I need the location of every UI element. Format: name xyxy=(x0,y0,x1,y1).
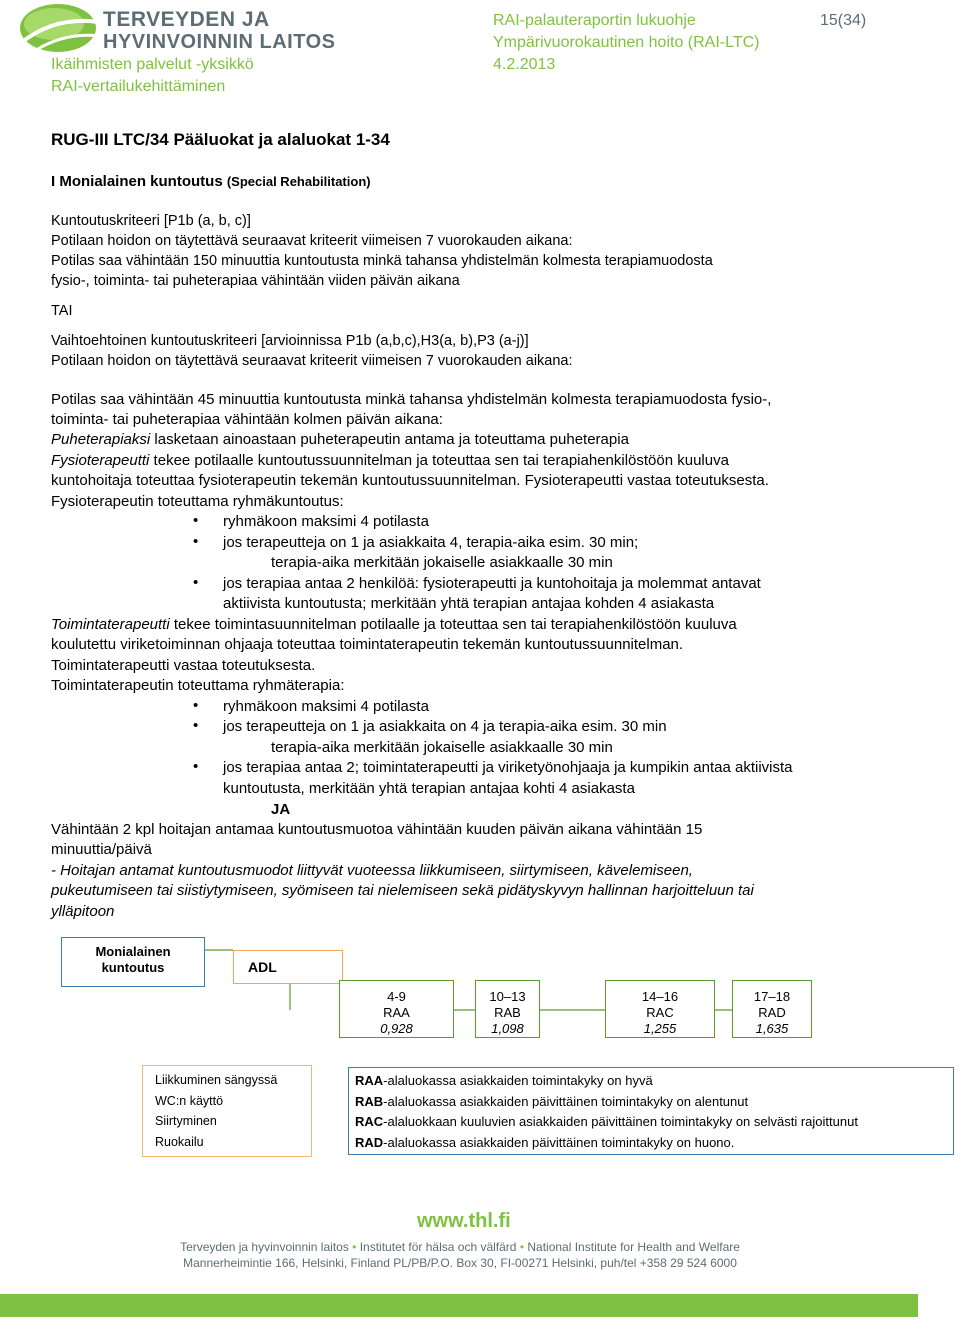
leaf-box-rab xyxy=(475,980,540,1038)
toiminta-bullet-3-cont: kuntoutusta, merkitään yhtä terapian antajaa kohti 4 asiakasta xyxy=(223,780,635,797)
fysio-bullet-2: jos terapeutteja on 1 ja asiakkaita 4, terapia-aika esim. 30 min; xyxy=(223,534,639,551)
leaf-box-rad xyxy=(732,980,812,1038)
toiminta-bullet-3: jos terapiaa antaa 2; toimintaterapeutti ja viriketyönohjaaja ja kumpikin antaa aktiivista xyxy=(223,759,793,776)
alt-criteria-line-2: Potilaan hoidon on täytettävä seuraavat kriteerit viimeisen 7 vuorokauden aikana: xyxy=(51,353,573,369)
leaf-code: RAC xyxy=(646,1005,674,1020)
diagram-root-line2: kuntoutus xyxy=(101,960,165,975)
legend-code: RAA xyxy=(355,1073,384,1088)
alt-criteria-line-1: Vaihtoehtoinen kuntoutuskriteeri [arvioinnissa P1b (a,b,c),H3(a, b),P3 (a-j)] xyxy=(51,333,529,349)
footer-line-2: Mannerheimintie 166, Helsinki, Finland PL/PB/P.O. Box 30, FI-00271 Helsinki, puh/tel +358 29 524 6000 xyxy=(183,1256,737,1270)
b5-line-5: ylläpitoon xyxy=(51,903,115,920)
section-title-paren: (Special Rehabilitation) xyxy=(226,174,371,189)
leaf-range: 4-9 xyxy=(387,989,406,1004)
adl-items-box xyxy=(142,1065,312,1157)
bullet-icon: • xyxy=(193,533,199,550)
logo-text xyxy=(103,8,336,54)
adl-item: Ruokailu xyxy=(155,1134,204,1149)
b4-line-3: Toimintaterapeutti vastaa toteutuksesta. xyxy=(51,657,316,674)
footer-line-1 xyxy=(0,1240,920,1254)
b3-line-1: Potilas saa vähintään 45 minuuttia kuntoutusta minkä tahansa yhdistelmän kolmesta terapiamuodosta fysio-, xyxy=(51,391,772,408)
fysio-bullet-3: jos terapiaa antaa 2 henkilöä: fysioterapeutti ja kuntohoitaja ja molemmat antavat xyxy=(223,575,761,592)
unit-name: Ikäihmisten palvelut -yksikkö xyxy=(51,56,254,73)
leaf-value: 0,928 xyxy=(380,1021,413,1036)
leaf-code: RAA xyxy=(383,1005,410,1020)
b3-line-3-rest: lasketaan ainoastaan puheterapeutin antama ja toteuttama puheterapia xyxy=(150,431,629,448)
toiminta-bullet-1: ryhmäkoon maksimi 4 potilasta xyxy=(223,698,429,715)
bullet-icon: • xyxy=(193,758,199,775)
b3-line-3 xyxy=(51,430,629,451)
legend-row xyxy=(355,1071,953,1092)
separator-dot-icon: • xyxy=(352,1240,360,1254)
leaf-code: RAB xyxy=(494,1005,521,1020)
page-number: 15(34) xyxy=(820,12,867,29)
leaf-value: 1,098 xyxy=(491,1021,524,1036)
adl-item: WC:n käyttö xyxy=(155,1093,224,1108)
b4-line-1-em: Toimintaterapeutti xyxy=(51,616,170,633)
thl-logo-icon xyxy=(16,2,102,54)
criteria-line-2: Potilaan hoidon on täytettävä seuraavat kriteerit viimeisen 7 vuorokauden aikana: xyxy=(51,233,573,249)
footer-bar xyxy=(0,1294,918,1317)
bullet-icon: • xyxy=(193,512,199,529)
footer-fi: Terveyden ja hyvinvoinnin laitos xyxy=(180,1240,349,1254)
b5-line-3: - Hoitajan antamat kuntoutusmuodot liittyvät vuoteessa liikkumiseen, siirtymiseen, kävelemiseen, xyxy=(51,862,693,879)
logo-line1: TERVEYDEN JA xyxy=(103,8,270,31)
adl-item: Liikkuminen sängyssä xyxy=(155,1073,278,1087)
b3-line-6: Fysioterapeutin toteuttama ryhmäkuntoutus: xyxy=(51,493,344,510)
b3-line-4-em: Fysioterapeutti xyxy=(51,452,150,469)
subunit-name: RAI-vertailukehittäminen xyxy=(51,78,226,95)
legend-row xyxy=(355,1112,953,1133)
diagram-root-line1: Monialainen xyxy=(95,944,171,959)
toiminta-bullet-2-cont: terapia-aika merkitään jokaiselle asiakkaalle 30 min xyxy=(271,739,613,756)
b5-line-1: Vähintään 2 kpl hoitajan antamaa kuntoutusmuotoa vähintään kuuden päivän aikana vähintään 15 xyxy=(51,821,703,838)
legend-code: RAD xyxy=(355,1134,384,1150)
b4-line-1 xyxy=(51,615,737,636)
leaf-value: 1,255 xyxy=(643,1021,677,1036)
logo-line2: HYVINVOINNIN LAITOS xyxy=(103,31,336,53)
footer-sv: Institutet för hälsa och välfärd xyxy=(359,1240,517,1254)
b4-line-4: Toimintaterapeutin toteuttama ryhmäterapia: xyxy=(51,677,345,694)
b5-line-4: pukeutumiseen tai siistiytymiseen, syömiseen tai nielemiseen sekä pidätyskyvyn hallinnan harjoitteluun tai xyxy=(51,882,754,899)
doc-date: 4.2.2013 xyxy=(493,56,556,73)
b3-line-2: toiminta- tai puheterapiaa vähintään kolmen päivän aikana: xyxy=(51,411,443,428)
fysio-bullet-2-cont: terapia-aika merkitään jokaiselle asiakkaalle 30 min xyxy=(271,554,613,571)
criteria-line-1: Kuntoutuskriteeri [P1b (a, b, c)] xyxy=(51,213,251,229)
leaf-range: 17–18 xyxy=(753,989,791,1004)
b3-line-5: kuntohoitaja toteuttaa fysioterapeutin tekemän kuntoutussuunnitelman. Fysioterapeutti vastaa toteutuksesta. xyxy=(51,472,769,489)
b5-line-2: minuuttia/päivä xyxy=(51,841,152,858)
doc-subtitle: Ympärivuorokautinen hoito (RAI-LTC) xyxy=(493,34,760,51)
diagram-adl-box: ADL xyxy=(233,950,343,984)
separator-dot-icon: • xyxy=(519,1240,528,1254)
leaf-code: RAD xyxy=(758,1005,786,1020)
legend-box xyxy=(348,1067,954,1155)
b3-line-4 xyxy=(51,451,729,472)
b4-line-1-rest: tekee toimintasuunnitelman potilaalle ja toteuttaa sen tai terapiahenkilöstöön kuuluva xyxy=(169,616,737,633)
fysio-bullet-1: ryhmäkoon maksimi 4 potilasta xyxy=(223,513,429,530)
footer-website-link[interactable]: www.thl.fi xyxy=(417,1210,511,1232)
leaf-box-raa xyxy=(339,980,454,1038)
fysio-bullet-3-cont: aktiivista kuntoutusta; merkitään yhtä terapian antajaa kohden 4 asiakasta xyxy=(223,595,715,612)
legend-code: RAC xyxy=(355,1114,384,1129)
b4-line-2: koulutettu viriketoiminnan ohjaaja toteuttaa toimintaterapeutin tekemän kuntoutussuunnitelman. xyxy=(51,636,684,653)
toiminta-bullet-2: jos terapeutteja on 1 ja asiakkaita on 4 ja terapia-aika esim. 30 min xyxy=(223,718,667,735)
bullet-icon: • xyxy=(193,574,199,591)
legend-row xyxy=(355,1133,953,1154)
leaf-value: 1,635 xyxy=(755,1021,789,1036)
legend-text: -alaluokkaan kuuluvien asiakkaiden päivittäinen toimintakyky on selvästi rajoittunut xyxy=(383,1114,858,1129)
b3-line-4-rest: tekee potilaalle kuntoutussuunnitelman ja toteuttaa sen tai terapiahenkilöstöön kuuluva xyxy=(149,452,729,469)
doc-title: RAI-palauteraportin lukuohje xyxy=(493,12,696,29)
leaf-range: 14–16 xyxy=(641,989,679,1004)
page-title: RUG-III LTC/34 Pääluokat ja alaluokat 1-34 xyxy=(51,130,390,149)
bullet-icon: • xyxy=(193,717,199,734)
legend-code: RAB xyxy=(355,1093,384,1109)
legend-row xyxy=(355,1092,953,1113)
bullet-icon: • xyxy=(193,697,199,714)
section-title-main: I Monialainen kuntoutus xyxy=(51,173,223,190)
legend-text: -alaluokassa asiakkaiden päivittäinen toimintakyky on alentunut xyxy=(383,1093,749,1109)
leaf-range: 10–13 xyxy=(489,989,526,1004)
criteria-line-3: Potilas saa vähintään 150 minuuttia kuntoutusta minkä tahansa yhdistelmän kolmesta terapiamuodosta xyxy=(51,253,713,269)
adl-item: Siirtyminen xyxy=(155,1114,217,1128)
tai-label: TAI xyxy=(51,303,73,319)
legend-text: -alaluokassa asiakkaiden toimintakyky on hyvä xyxy=(383,1073,653,1088)
leaf-box-rac xyxy=(605,980,715,1038)
footer-en: National Institute for Health and Welfare xyxy=(527,1240,740,1254)
section-title xyxy=(51,173,371,190)
b3-line-3-em: Puheterapiaksi xyxy=(51,431,151,448)
criteria-line-4: fysio-, toiminta- tai puheterapiaa vähintään viiden päivän aikana xyxy=(51,273,460,289)
diagram-root-box xyxy=(61,937,205,987)
legend-text: -alaluokassa asiakkaiden päivittäinen toimintakyky on huono. xyxy=(383,1134,735,1150)
ja-label: JA xyxy=(271,801,291,818)
